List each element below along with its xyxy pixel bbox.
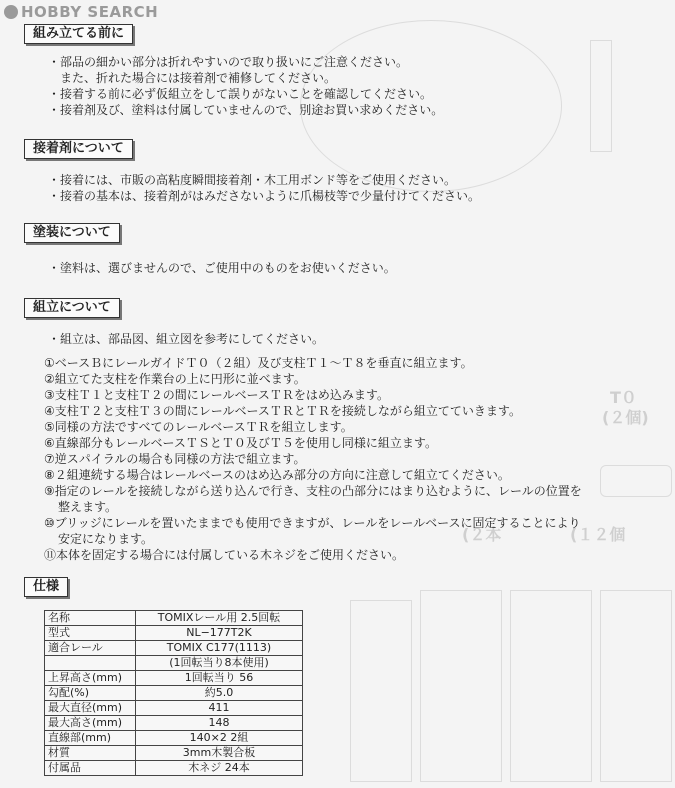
spec-value: 約5.0	[136, 686, 303, 701]
adhesive-line-1: ・接着には、市販の高粘度瞬間接着剤・木工用ボンド等をご使用ください。	[48, 173, 457, 187]
assembly-step-4: ④支柱Ｔ２と支柱Ｔ３の間にレールベースＴＲとＴＲを接続しながら組立てていきます。	[44, 404, 521, 418]
before-line-1: ・部品の細かい部分は折れやすいので取り扱いにご注意ください。	[48, 55, 409, 69]
spec-key	[45, 656, 136, 671]
spec-value: 140×2 2組	[136, 731, 303, 746]
watermark	[4, 3, 158, 21]
spec-key: 名称	[45, 611, 136, 626]
ghost-panel-4	[350, 600, 412, 782]
ghost-label-count-b: (１２個	[570, 525, 626, 544]
spec-key: 上昇高さ(mm)	[45, 671, 136, 686]
assembly-step-2: ②組立てた支柱を作業台の上に円形に並べます。	[44, 372, 306, 386]
before-line-2: また、折れた場合には接着剤で補修してください。	[60, 71, 337, 85]
adhesive-line-2: ・接着の基本は、接着剤がはみださないように爪楊枝等で少量付けてください。	[48, 189, 481, 203]
assembly-step-10-cont: 安定になります。	[58, 532, 154, 546]
spec-value: 木ネジ 24本	[136, 761, 303, 776]
spec-value: TOMIX C177(1113)	[136, 641, 303, 656]
heading-before-assembly: 組み立てる前に	[24, 24, 133, 44]
ghost-label-t0-count: (２個)	[602, 408, 649, 427]
assembly-step-11: ⑪本体を固定する場合には付属している木ネジをご使用ください。	[44, 548, 405, 562]
ghost-panel-2	[510, 590, 592, 782]
spec-row	[45, 761, 303, 776]
spec-row	[45, 716, 303, 731]
spec-row	[45, 701, 303, 716]
spec-value: NL−177T2K	[136, 626, 303, 641]
spec-key: 付属品	[45, 761, 136, 776]
heading-assembly: 組立について	[24, 298, 120, 318]
assembly-step-9-cont: 整えます。	[58, 500, 118, 514]
spec-row	[45, 641, 303, 656]
ghost-label-t0: T０	[610, 388, 637, 407]
spec-key: 最大直径(mm)	[45, 701, 136, 716]
assembly-step-7: ⑦逆スパイラルの場合も同様の方法で組立ます。	[44, 452, 306, 466]
spec-value: 148	[136, 716, 303, 731]
spec-key: 最大高さ(mm)	[45, 716, 136, 731]
assembly-step-9: ⑨指定のレールを接続しながら送り込んで行き、支柱の凸部分にはまり込むように、レールの位置を	[44, 484, 582, 498]
spec-value: (1回転当り8本使用)	[136, 656, 303, 671]
spec-key: 直線部(mm)	[45, 731, 136, 746]
spec-key: 材質	[45, 746, 136, 761]
spec-row	[45, 671, 303, 686]
heading-paint: 塗装について	[24, 223, 120, 243]
assembly-step-8: ⑧２組連続する場合はレールベースのはめ込み部分の方向に注意して組立てください。	[44, 468, 510, 482]
spec-value: 3mm木製合板	[136, 746, 303, 761]
spec-row	[45, 731, 303, 746]
ghost-panel-1	[420, 590, 502, 782]
heading-spec: 仕様	[24, 577, 68, 597]
ghost-label-count-a: (２本	[462, 525, 502, 544]
watermark-logo-icon	[4, 5, 18, 19]
assembly-step-6: ⑥直線部分もレールベースＴＳとＴ０及びＴ５を使用し同様に組立ます。	[44, 436, 437, 450]
ghost-panel-3	[600, 590, 672, 782]
spec-key: 勾配(%)	[45, 686, 136, 701]
assembly-step-5: ⑤同様の方法ですべてのレールベースＴＲを組立します。	[44, 420, 353, 434]
assembly-step-1: ①ベースＢにレールガイドＴ０（２組）及び支柱Ｔ１～Ｔ８を垂直に組立ます。	[44, 356, 473, 370]
before-line-3: ・接着する前に必ず仮組立をして誤りがないことを確認してください。	[48, 87, 433, 101]
assembly-step-3: ③支柱Ｔ１と支柱Ｔ２の間にレールベースＴＲをはめ込みます。	[44, 388, 389, 402]
heading-adhesive: 接着剤について	[24, 139, 133, 159]
spec-value: TOMIXレール用 2.5回転	[136, 611, 303, 626]
assembly-step-10: ⑩ブリッジにレールを置いたままでも使用できますが、レールをレールベースに固定することにより	[44, 516, 581, 530]
spec-table	[44, 610, 303, 776]
spec-value: 1回転当り 56	[136, 671, 303, 686]
spec-row	[45, 746, 303, 761]
ghost-post	[590, 40, 612, 152]
spec-row	[45, 626, 303, 641]
spec-row	[45, 686, 303, 701]
assembly-intro: ・組立は、部品図、組立図を参考にしてください。	[48, 332, 325, 346]
spec-key: 適合レール	[45, 641, 136, 656]
spec-value: 411	[136, 701, 303, 716]
watermark-text: HOBBY SEARCH	[21, 3, 159, 21]
paint-line-1: ・塗料は、選びませんので、ご使用中のものをお使いください。	[48, 261, 396, 275]
spec-row	[45, 656, 303, 671]
spec-key: 型式	[45, 626, 136, 641]
spec-row	[45, 611, 303, 626]
ghost-rail	[600, 465, 672, 497]
before-line-4: ・接着剤及び、塗料は付属していませんので、別途お買い求めください。	[48, 103, 444, 117]
